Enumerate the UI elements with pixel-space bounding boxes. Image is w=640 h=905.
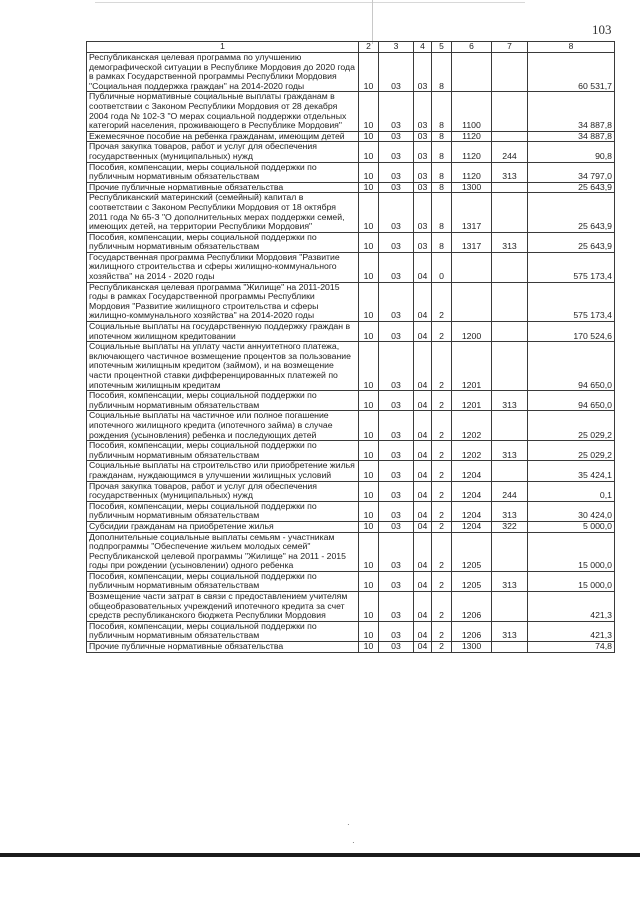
amount: 34 887,8: [528, 92, 615, 131]
code-section: 10: [359, 391, 379, 411]
code-program: 04: [414, 532, 432, 571]
code-item: [452, 252, 492, 282]
row-name: Ежемесячное пособие на ребенка гражданам, имеющим детей: [87, 131, 359, 142]
header-cell: 3: [379, 42, 414, 53]
code-item: 1204: [452, 481, 492, 501]
code-program: 03: [414, 131, 432, 142]
code-item: 1300: [452, 182, 492, 193]
code-item: 1206: [452, 592, 492, 622]
amount: 60 531,7: [528, 53, 615, 92]
code-program: 03: [414, 193, 432, 232]
code-section: 10: [359, 461, 379, 481]
table-row: [87, 571, 615, 591]
amount: 421,3: [528, 592, 615, 622]
row-name: Пособия, компенсации, меры социальной поддержки по публичным нормативным обязательствам: [87, 501, 359, 521]
code-expense-type: 313: [492, 571, 528, 591]
code-subsection: 03: [379, 193, 414, 232]
code-subsection: 03: [379, 592, 414, 622]
code-program: 04: [414, 411, 432, 441]
table-row: [87, 592, 615, 622]
amount: 25 643,9: [528, 232, 615, 252]
amount: 15 000,0: [528, 532, 615, 571]
amount: 25 029,2: [528, 441, 615, 461]
row-name: Пособия, компенсации, меры социальной поддержки по публичным нормативным обязательствам: [87, 232, 359, 252]
code-expense-type: 313: [492, 501, 528, 521]
code-program: 04: [414, 441, 432, 461]
code-expense-type: [492, 92, 528, 131]
code-subprogram: 2: [432, 391, 452, 411]
amount: 421,3: [528, 621, 615, 641]
header-cell: 2: [359, 42, 379, 53]
code-section: 10: [359, 621, 379, 641]
code-expense-type: 244: [492, 142, 528, 162]
code-subsection: 03: [379, 501, 414, 521]
code-item: 1200: [452, 322, 492, 342]
code-subsection: 03: [379, 53, 414, 92]
code-expense-type: 313: [492, 621, 528, 641]
code-subsection: 03: [379, 441, 414, 461]
code-subprogram: 2: [432, 441, 452, 461]
code-expense-type: [492, 53, 528, 92]
code-subprogram: 8: [432, 142, 452, 162]
code-expense-type: 322: [492, 521, 528, 532]
header-cell: 1: [87, 42, 359, 53]
table-row: [87, 182, 615, 193]
code-subsection: 03: [379, 142, 414, 162]
code-item: 1201: [452, 391, 492, 411]
row-name: Прочие публичные нормативные обязательства: [87, 642, 359, 653]
budget-table: [86, 41, 615, 653]
code-item: 1204: [452, 461, 492, 481]
code-subprogram: 8: [432, 131, 452, 142]
code-item: 1120: [452, 142, 492, 162]
code-program: 03: [414, 232, 432, 252]
code-section: 10: [359, 501, 379, 521]
code-subsection: 03: [379, 481, 414, 501]
amount: 15 000,0: [528, 571, 615, 591]
code-section: 10: [359, 411, 379, 441]
amount: 25 643,9: [528, 193, 615, 232]
code-section: 10: [359, 193, 379, 232]
table-row: [87, 521, 615, 532]
code-program: 04: [414, 521, 432, 532]
code-item: 1100: [452, 92, 492, 131]
code-subprogram: 2: [432, 461, 452, 481]
amount: 575 173,4: [528, 252, 615, 282]
code-program: 04: [414, 621, 432, 641]
scan-mark: ·: [347, 820, 350, 829]
row-name: Пособия, компенсации, меры социальной поддержки по публичным нормативным обязательствам: [87, 391, 359, 411]
code-section: 10: [359, 142, 379, 162]
row-name: Республиканская целевая программа по улучшению демографической ситуации в Республике Мордовия до 2020 года в рамках Государственной программы Республики Мордовия "Социальная поддержка граждан" на 2014-2020 годы: [87, 53, 359, 92]
code-program: 04: [414, 342, 432, 391]
header-cell: 6: [452, 42, 492, 53]
code-program: 04: [414, 501, 432, 521]
table-row: [87, 461, 615, 481]
code-subsection: 03: [379, 391, 414, 411]
code-expense-type: [492, 131, 528, 142]
code-program: 04: [414, 592, 432, 622]
amount: 25 643,9: [528, 182, 615, 193]
code-subsection: 03: [379, 411, 414, 441]
table-row: [87, 532, 615, 571]
amount: 30 424,0: [528, 501, 615, 521]
row-name: Республиканская целевая программа "Жилище" на 2011-2015 годы в рамках Государственной программы Республики Мордовия "Развитие жилищного строительства и сферы жилищно-коммунального хозяйства" на 2014-2020 годы: [87, 282, 359, 321]
code-program: 04: [414, 642, 432, 653]
code-subprogram: 0: [432, 252, 452, 282]
table-row: [87, 322, 615, 342]
fold-line: [372, 0, 373, 44]
code-item: 1206: [452, 621, 492, 641]
code-subprogram: 8: [432, 182, 452, 193]
code-program: 04: [414, 282, 432, 321]
code-item: 1300: [452, 642, 492, 653]
code-expense-type: [492, 461, 528, 481]
code-section: 10: [359, 642, 379, 653]
code-item: 1317: [452, 232, 492, 252]
code-item: 1205: [452, 571, 492, 591]
code-subprogram: 8: [432, 92, 452, 131]
code-item: 1204: [452, 501, 492, 521]
scan-mark: ·: [352, 838, 355, 847]
row-name: Прочая закупка товаров, работ и услуг для обеспечения государственных (муниципальных) нужд: [87, 481, 359, 501]
code-program: 04: [414, 481, 432, 501]
table-row: [87, 411, 615, 441]
table-row: [87, 441, 615, 461]
code-program: 03: [414, 182, 432, 193]
table-row: [87, 481, 615, 501]
code-subsection: 03: [379, 642, 414, 653]
code-expense-type: 313: [492, 441, 528, 461]
table-row: [87, 92, 615, 131]
code-subprogram: 2: [432, 411, 452, 441]
header-cell: 7: [492, 42, 528, 53]
bottom-edge-line: [0, 853, 640, 857]
code-expense-type: 313: [492, 391, 528, 411]
code-subprogram: 8: [432, 193, 452, 232]
code-section: 10: [359, 521, 379, 532]
row-name: Пособия, компенсации, меры социальной поддержки по публичным нормативным обязательствам: [87, 162, 359, 182]
code-program: 04: [414, 461, 432, 481]
code-section: 10: [359, 182, 379, 193]
code-expense-type: [492, 193, 528, 232]
code-subsection: 03: [379, 571, 414, 591]
code-section: 10: [359, 481, 379, 501]
row-name: Социальные выплаты на государственную поддержку граждан в ипотечном жилищном кредитовании: [87, 322, 359, 342]
header-cell: 5: [432, 42, 452, 53]
table-row: [87, 162, 615, 182]
code-subprogram: 2: [432, 282, 452, 321]
row-name: Республиканский материнский (семейный) капитал в соответствии с Законом Республики Мордовия от 18 октября 2011 года № 65-З "О дополнительных мерах поддержки семей, имеющих детей, на территории Республики Мордовия": [87, 193, 359, 232]
row-name: Прочие публичные нормативные обязательства: [87, 182, 359, 193]
row-name: Пособия, компенсации, меры социальной поддержки по публичным нормативным обязательствам: [87, 441, 359, 461]
header-row: [87, 42, 615, 53]
table-row: [87, 232, 615, 252]
code-subprogram: 2: [432, 342, 452, 391]
code-section: 10: [359, 282, 379, 321]
code-expense-type: [492, 532, 528, 571]
amount: 94 650,0: [528, 391, 615, 411]
code-expense-type: [492, 182, 528, 193]
code-subprogram: 2: [432, 642, 452, 653]
code-expense-type: [492, 411, 528, 441]
code-subsection: 03: [379, 461, 414, 481]
row-name: Государственная программа Республики Мордовия "Развитие жилищного строительства и сферы жилищно-коммунального хозяйства" на 2014 - 2020 годы: [87, 252, 359, 282]
code-subprogram: 2: [432, 322, 452, 342]
code-subsection: 03: [379, 342, 414, 391]
header-cell: 8: [528, 42, 615, 53]
code-subsection: 03: [379, 92, 414, 131]
code-subsection: 03: [379, 521, 414, 532]
code-section: 10: [359, 322, 379, 342]
code-expense-type: [492, 322, 528, 342]
page-number: 103: [592, 22, 612, 37]
table-row: [87, 53, 615, 92]
amount: 90,8: [528, 142, 615, 162]
amount: 74,8: [528, 642, 615, 653]
code-expense-type: [492, 252, 528, 282]
table-row: [87, 501, 615, 521]
header-cell: 4: [414, 42, 432, 53]
code-section: 10: [359, 571, 379, 591]
table-row: [87, 642, 615, 653]
row-name: Пособия, компенсации, меры социальной поддержки по публичным нормативным обязательствам: [87, 571, 359, 591]
scan-artifact-line: [95, 2, 525, 3]
row-name: Социальные выплаты на уплату части аннуитетного платежа, включающего частичное возмещение процентов за пользование ипотечным жилищным кредитом (займом), и на возмещение части процентной ставки дифференцированных платежей по ипотечным жилищным кредитам: [87, 342, 359, 391]
code-expense-type: [492, 342, 528, 391]
code-subprogram: 2: [432, 521, 452, 532]
code-item: 1205: [452, 532, 492, 571]
code-subprogram: 8: [432, 53, 452, 92]
code-expense-type: 313: [492, 162, 528, 182]
code-subprogram: 2: [432, 481, 452, 501]
code-expense-type: [492, 642, 528, 653]
code-subsection: 03: [379, 131, 414, 142]
code-item: 1120: [452, 131, 492, 142]
code-subprogram: 2: [432, 592, 452, 622]
code-program: 03: [414, 53, 432, 92]
code-item: 1120: [452, 162, 492, 182]
code-expense-type: [492, 282, 528, 321]
code-item: [452, 53, 492, 92]
amount: 34 887,8: [528, 131, 615, 142]
code-subprogram: 2: [432, 532, 452, 571]
table-row: [87, 621, 615, 641]
table-row: [87, 193, 615, 232]
code-section: 10: [359, 53, 379, 92]
amount: 94 650,0: [528, 342, 615, 391]
code-item: 1201: [452, 342, 492, 391]
row-name: Возмещение части затрат в связи с предоставлением учителям общеобразовательных учреждений ипотечного кредита за счет средств республиканского бюджета Республики Мордовия: [87, 592, 359, 622]
code-subsection: 03: [379, 532, 414, 571]
table-row: [87, 391, 615, 411]
amount: 5 000,0: [528, 521, 615, 532]
row-name: Прочая закупка товаров, работ и услуг для обеспечения государственных (муниципальных) нужд: [87, 142, 359, 162]
table-row: [87, 342, 615, 391]
code-expense-type: 313: [492, 232, 528, 252]
code-subprogram: 2: [432, 501, 452, 521]
code-section: 10: [359, 131, 379, 142]
code-section: 10: [359, 342, 379, 391]
code-expense-type: [492, 592, 528, 622]
code-program: 04: [414, 252, 432, 282]
code-subprogram: 8: [432, 162, 452, 182]
code-subsection: 03: [379, 162, 414, 182]
code-subsection: 03: [379, 252, 414, 282]
amount: 25 029,2: [528, 411, 615, 441]
code-expense-type: 244: [492, 481, 528, 501]
code-subprogram: 2: [432, 621, 452, 641]
code-program: 04: [414, 322, 432, 342]
table-row: [87, 252, 615, 282]
code-section: 10: [359, 592, 379, 622]
amount: 35 424,1: [528, 461, 615, 481]
code-section: 10: [359, 162, 379, 182]
row-name: Пособия, компенсации, меры социальной поддержки по публичным нормативным обязательствам: [87, 621, 359, 641]
row-name: Социальные выплаты на частичное или полное погашение ипотечного жилищного кредита (ипотечного займа) в случае рождения (усыновления) ребенка и последующих детей: [87, 411, 359, 441]
code-subsection: 03: [379, 621, 414, 641]
code-item: 1204: [452, 521, 492, 532]
code-item: 1202: [452, 441, 492, 461]
amount: 575 173,4: [528, 282, 615, 321]
code-section: 10: [359, 232, 379, 252]
code-subsection: 03: [379, 182, 414, 193]
code-section: 10: [359, 441, 379, 461]
code-subprogram: 8: [432, 232, 452, 252]
amount: 0,1: [528, 481, 615, 501]
code-program: 04: [414, 391, 432, 411]
code-item: 1317: [452, 193, 492, 232]
code-program: 04: [414, 571, 432, 591]
row-name: Публичные нормативные социальные выплаты гражданам в соответствии с Законом Республики Мордовия от 28 декабря 2004 года № 102-З "О мерах социальной поддержки отдельных категорий населения, проживающего в Республике Мордовия": [87, 92, 359, 131]
table-row: [87, 282, 615, 321]
code-section: 10: [359, 252, 379, 282]
amount: 170 524,6: [528, 322, 615, 342]
code-item: [452, 282, 492, 321]
code-item: 1202: [452, 411, 492, 441]
code-program: 03: [414, 142, 432, 162]
row-name: Субсидии гражданам на приобретение жилья: [87, 521, 359, 532]
code-program: 03: [414, 92, 432, 131]
code-program: 03: [414, 162, 432, 182]
row-name: Социальные выплаты на строительство или приобретение жилья гражданам, нуждающимся в улучшении жилищных условий: [87, 461, 359, 481]
code-section: 10: [359, 532, 379, 571]
table-row: [87, 142, 615, 162]
code-subsection: 03: [379, 232, 414, 252]
code-section: 10: [359, 92, 379, 131]
amount: 34 797,0: [528, 162, 615, 182]
code-subsection: 03: [379, 322, 414, 342]
table-row: [87, 131, 615, 142]
code-subprogram: 2: [432, 571, 452, 591]
code-subsection: 03: [379, 282, 414, 321]
row-name: Дополнительные социальные выплаты семьям - участникам подпрограммы "Обеспечение жильем молодых семей" Республиканской целевой программы "Жилище" на 2011 - 2015 годы при рождении (усыновлении) одного ребенка: [87, 532, 359, 571]
